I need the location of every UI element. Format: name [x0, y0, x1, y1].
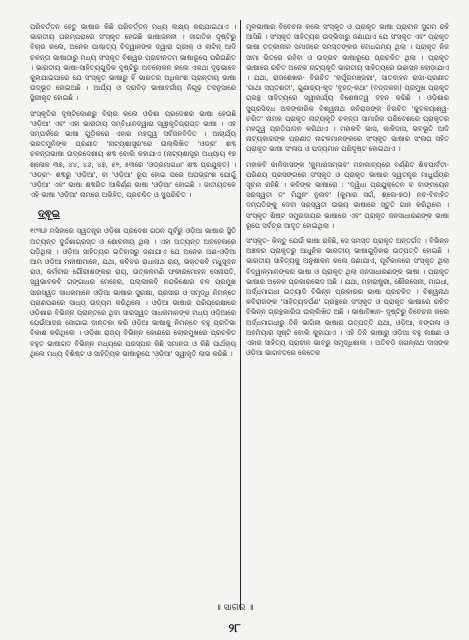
left-paragraph-1: ପରିବର୍ତ୍ତନ ହେତୁ ଭାଷାର କିଛି ପରିବର୍ତ୍ତନ ମଧ୍ୟ ଲକ୍ଷ୍ୟ କରାଯାଇଥାଏ । ଭାରତୀୟ ପରମ୍ପରାରେ ସଂସ୍କୃତ ହେଉଛି ଭାଷାଜନନୀ । ଜାଗତିକ ଦୃଷ୍ଟିରୁ ବିଚାର କଲେ, ଅନେକ ପାଶ୍ଚାତ୍ୟ ବିଦ୍ୱାନଙ୍କ ଦ୍ୱାରା ଗ୍ରୀକ୍ ଓ ଲାଟିନ୍ ଆଦି ଚଳନ୍ତା ଭାଷାଠାରୁ ମଧ୍ୟ ସଂସ୍କୃତ ବିଶ୍ୱର ପ୍ରାଚୀନତମ ଭାଷାରୂପେ ପରିଗଣିତ । ଭାରତୀୟ ଭାଷା-ସାହିତ୍ୟଗୁଡ଼ିକ ଦୃଷ୍ଟିରୁ ଅବଲୋକନ କଲେ ଏକଥା ଦୃଢ଼ଭାବେ କୁହାଯାଇପାରେ ଯେ ସଂସ୍କୃତ ଭାଷାରୁ ହିଁ ଭାରତର ଅଧିକାଂଶ ପ୍ରାନ୍ତୀୟ ଭାଷା ଉଦ୍ଭୂତ ହୋଇଅଛି । ଆର୍ଯ୍ୟ ଓ ଦ୍ରାବିଡ଼ ଭାଷାବର୍ଗୀୟ ନିଗୂଢ଼ ତଦନୁସାରେ ସ୍ଥିରୀକୃତ ହୋଇଛି ।	[30, 23, 236, 103]
right-paragraph-1: ମୂଳଭାଷାର ବିବେଚନା କଲେ ସଂସ୍କୃତ ଓ ପ୍ରାକୃତ ଭାଷା ପ୍ରାଚୀନ ସୁଗମ ରହି ଆସିଛି । ସଂସ୍କୃତ ସାହିତ୍ୟର ଉଦ୍ଭିଦାରୁ ଜଣାଯାଏ ଯେ ସଂସ୍କୃତ ଏବଂ ପ୍ରାକୃତ ଭାଷା ତତ୍କାଳୀନ ସମାଜରେ ସମସ୍ତଙ୍କର ବୋଧଗମ୍ୟ ଥିଲା । ପ୍ରାକୃତ ନିଜ ସୀମା ଭିତରେ ରହିବା ଓ ଉଦ୍ଭବ ଭାଷାରୂପେ ପ୍ରଚଳିତ ଥିଲା । ପ୍ରାକୃତ ଭାଷାରେ ରଚିତ ଅନେକ ନାଟ୍ୟକୃତି ଭାରତୀୟ ସାହିତ୍ୟରେ ଉଚ୍ଚାସନ ଲୋଡ଼ାଯାଏ । ଯଥା, ରାଜଶେଖର- ବିରଚିତ 'କର୍ପୂରମଞ୍ଜରୀ', ସାତବାହନ ରାଜା-ପ୍ରଣୀତ 'ଗାଥା ସପ୍ତଶତୀ', ଗୁଣାଢ୍ୟ-କୃତ 'ବୃହତ୍-କଥା' (ବଡ୍ଡକହା) ପ୍ରମୁଖ ପ୍ରାକୃତ ଗ୍ରନ୍ଥ ସାହିତ୍ୟରେ ସ୍ୱୀକାର୍ଯ୍ୟ ବିଶେଷତ୍ୱ ବହନ କରିଛି । ଓଡ଼ିଶାର ସୁପ୍ରସିଦ୍ଧ ଅଳଙ୍କାରିକ ବିଶ୍ୱନାଥ କବିରାଜଙ୍କ ବିରଚିତ 'କୁବଳୟାଶ୍ୱ- ଚରିତ' ନାମକ ପ୍ରାକୃତ ନାଟ୍ୟକୃତି ଚଳନ୍ତା ସାମାଜିକ ପରିବେଶରେ ପ୍ରାକୃତର ମହତ୍ତ୍ୱ ପ୍ରତିପାଦନ କରିଥାଏ । ମହାକବି ଭାସ, କାଳିଦାସ, ଭବଭୂତି ଆଦି ନାଟ୍ୟକାରଙ୍କ ପ୍ରଣୀତ ନାଟକମାନଙ୍କରେ ସଂସ୍କୃତ ଭାଷାର ସଂଳାପ ସହିତ ପ୍ରାକୃତ ଭାଷା ସଂଳାପ ଓ ପଦ୍ୟମାନ ପରିଦୃଷ୍ଟ ହୋଇଥାଏ ।	[246, 23, 449, 154]
section-heading: ଦ୍ଵୂଇ	[38, 209, 60, 221]
right-paragraph-2: ମହାକବି କାଳିଦାସଙ୍କ 'କୁମାରସମ୍ଭବ' ମହାକାବ୍ୟରେ ବର୍ଣ୍ଣିତ ଶିବପାର୍ବତୀ- ପରିଣୟ ପ୍ରସଙ୍ଗରେ ସଂସ୍କୃତ ଓ ପ୍ରାକୃତ ଭାଷାର ସ୍ୱତନ୍ତ୍ର ମାଧୁର୍ଯ୍ୟର ସୂଚନା ରହିଛି । କବିଙ୍କ ଭାଷାରେ : 'ଦ୍ୱିଧା ପ୍ରଯୁକ୍ତେନ ଚ ବାଙ୍ମୟେନ ସରସ୍ୱତୀ ତଂ ମିଥୁନଂ ନୁନାବ' (କୁମାର ସର୍ଗ, ଶ୍ଳୋ-୭୦) ନବ-ବିବାହିତ ଦମ୍ପତିଙ୍କୁ ଦେବୀ ସରସ୍ୱତୀ ଉଭୟ ଭାଷାରେ ସ୍ତୁତି ଗାନ କରିଥିଲେ । ସଂସ୍କୃତ ଶିଷ୍ଟ ସମ୍ପ୍ରଦାୟର ଭାଷାରେ ଏବଂ ପ୍ରାକୃତ ଜନସାଧାରଣଙ୍କ ଭାଷା ରୂପେ ସର୍ବତ୍ର ଆଦୃତ ହୋଇଥିଲା ।	[246, 160, 449, 230]
left-paragraph-2: ସଂସ୍କୃତିର ଦୃଷ୍ଟିକୋଣରୁ ବିଚାର କଲେ ଓଡ଼ିଶା ପ୍ରଦେଶର ଭାଷା ହେଉଛି 'ଓଡ଼ିଆ' ଏବଂ ଏହା ଭାରତୀୟ ସମ୍ବିଧାନଦ୍ୱାରା ସ୍ୱୀକୃତିପ୍ରାପ୍ତ ଭାଷା । ଏହ ସମ୍ପର୍କରେ ଭାଷା ଗୁଡ଼ିକରେ ଏହାର ମହତ୍ତ୍ୱ ସର୍ବଜନବିଦିତ । ଆଚାର୍ଯ୍ୟ ଭରତମୁନିଙ୍କ ପ୍ରଣୀତ 'ନାଟ୍ୟଶାସ୍ତ୍ର'ରେ ଉଲ୍ଲିଖିତ 'ଓଡ୍ର' ଶବ୍ଦ ଚଳନ୍ତାଭାଷା ଉଦ୍ରଦେଶୀୟ ଶବ୍ଦ ବୋଲି କହାଯାଏ (ନାଟ୍ୟଶାସ୍ତ୍ର ଅଧ୍ୟାୟ ୧୭ ଶ୍ଳୋକ ୩୭, ୪୪, ୪୬, ୪୭, ୫୨, ୫୩ରେ 'ଓଡ୍ରମାଗଧୀ' ଶବ୍ଦ ପ୍ରଯୁକ୍ତ) । 'ଓଡ୍ର'- ଶବ୍ଦରୁ 'ଓଡ଼ିଆ', ବା 'ଓଡ଼ିଆ' ରୂପ ହୋଇ ପରେ ଅପଭ୍ରଂଶ ଯୋଗୁଁ 'ଓଡ଼ିଆ' ଏବଂ ଭାଷା ଶବ୍ଦରିତ ଆକିର୍ଣ୍ଣ ଭାଷା 'ଓଡ଼ିଆ' ହୋଇଛି । ଜାତୀୟତଳେ ଏହି ଭାଷା 'ଓଡ଼ିଆ' ନାମରେ ଅଭିହିତ, ପ୍ରଚଳିତ ଓ ସୁପରିଚିତ ।	[30, 109, 236, 200]
right-column	[246, 22, 449, 359]
page-number: ୨୮	[228, 621, 241, 635]
left-paragraph-3: ୧୯୩୬ ମସିହାରେ ସ୍ୱତନ୍ତ୍ର ଓଡ଼ିଶା ପ୍ରଦେଶ ଗଠନ ପୂର୍ବରୁ ଓଡ଼ିଆ ଭାଷାର ସ୍ଥିତି ଅତ୍ୟନ୍ତ ଦୁର୍ଦ୍ଦଶାଗ୍ରସ୍ତ ଓ ଶୋଚନୀୟ ଥିଲା । ଏହା ଅତ୍ୟନ୍ତ ଅବହେଳାରେ ପଡ଼ିଥିଲା । ଓଡ଼ିଆ ସାହିତ୍ୟର ଇତିହାସରୁ ଜଣାଯାଏ ଯେ ଅନେକ ଅଣ-ଓଡ଼ିଆ ଆମ ଓଡ଼ିଆ ମନୀଷୀମାନେ, ଯଥା, କବିବର ରାଧାନାଥ ରାୟ, ଭକ୍ତକବି ମଧୁସୂଦନ ରାଓ, କର୍ମବୀର ଗୌରୀଶଙ୍କର ରାୟ, ଉତ୍କଳମଣି ଫକୀରମୋହନ ସେନାପତି, ସ୍ୱଭାବକବି ଗଙ୍ଗାଧର ମେହେର, ପଲ୍ଲୀକବି ନନ୍ଦକିଶୋର ବଳ ପ୍ରମୁଖ ସାରସ୍ୱତ ସାଧକମାନେ ଓଡ଼ିଆ ଭାଷାର ସୁରକ୍ଷା, ପ୍ରସାର ଓ ସମୃଦ୍ଧି ନିମନ୍ତେ ପ୍ରାଣପଣରେ ସାଧ୍ୟ ଉଦ୍ୟମ କରିଥିଲେ । ଓଡ଼ିଆ ଭାଷାର ପରିପ୍ରେକ୍ଷୀରେ ଓଡ଼ିଶାର ବିଭିନ୍ନ ପ୍ରାନ୍ତରେ ଥିବା ସାରସ୍ୱତ ସାଧକମାନଙ୍କ ମଧ୍ୟ ଓଡ଼ିଆରେ ଯେଉଁଆଦର ଜୋଗାଇ ଦାନ୍ତକା କରି ଓଡ଼ିଆ ଭାଷାକୁ ନିମନ୍ତେ ବହୁ ପ୍ରତିଭା ବିକାଶ କରିଥିଲେ । ଓଡ଼ିଶା ରାଜ୍ୟ ବିଭିନ୍ନ କୋଣରେ ଲୋକମୁଖରେ ପ୍ରଚଳିତ ବହୁତ ଭାଷାଗତ ବିଭିନ୍ନ ମଧ୍ୟରେ ପରସ୍ପର କିଛି ସମାନତା ଓ କିଛି ପାର୍ଥକ୍ୟ ଥିଲେ ମଧ୍ୟ ବିଶିଷ୍ଟ ଓ ସାହିତ୍ୟିକ ଭାଷାରୂପେ 'ଓଡ଼ିଆ' ସ୍ୱୀକୃତି ଲାଭ କରିଛି ।	[30, 227, 236, 358]
magazine-name: ॥ ସାଗର ॥	[215, 603, 254, 613]
left-column	[30, 22, 236, 359]
right-paragraph-3: ସଂସ୍କୃତ- କିନ୍ତୁ ଯେଉଁ ଭାଷା ରହିଛି, ସେ ସମସ୍ତ ପ୍ରାକୃତ ଅନ୍ତର୍ଗତ । ବିଭିନ୍ନ ଅଞ୍ଚଳର ପ୍ରାକୃତରୁ ଆଧୁନିକ ଭାରତୀୟ ଭାଷାଗୁଡ଼ିକର ଉତ୍ପତ୍ତି ହୋଇଛି । ଭାରତୀୟ ସାହିତ୍ୟକୁ ଅନୁଶୀଳନ କଲେ ଜଣାଯାଏ, ପୂର୍ବକାଳରେ ସଂସ୍କୃତ ଥିଲା ବିଦ୍ୱାନ୍‌ମାନଙ୍କର ଭାଷା ଓ ପ୍ରାକୃତ ଥିଲା ଜନସାଧାରଣଙ୍କ ଭାଷା । ପ୍ରାକୃତ ଭାଷାର ଅନେକ ପ୍ରକାରଭେଦ ଅଛି । ଯଥା, ମହାରାଷ୍ଟ୍ରୀ, ଶୌରସେନୀ, ମାଗଧୀ, ଅର୍ଦ୍ଧମାଗଧୀ ଇତ୍ୟାଦି ବିଭିନ୍ନ ପ୍ରକାରର ଭାଷା ପ୍ରଚଳିତ । ବିଶ୍ୱନାଥ କବିରାଜଙ୍କ 'ସାହିତ୍ୟଦର୍ପଣ' ଗ୍ରନ୍ଥରେ ସଂସ୍କୃତ ଓ ପ୍ରାକୃତ ଭାଷାରେ ରଚିତ ବିଭିନ୍ନ ଗ୍ରନ୍ଥକାରିତା ଉଲ୍ଲିଖିତ ଅଛି । ଭାଷାବିଜ୍ଞାନ- ଦୃଷ୍ଟିରୁ ବିବେଚନା କଲେ ଅର୍ଦ୍ଧମାଗଧୀରୁ ତିନି ଭାଗିନୀ ଭାଷାର ଉତ୍ପତ୍ତି ଯଥା, ଓଡ଼ିଆ, ବଙ୍ଗଳା ଓ ଅହମିୟାର ସୃଷ୍ଟି ବୋଲି କୁହାଯାଏ । ଏହି ତିନି ଭାଷାରୁ ଓଡ଼ିଆ ବହୁ ଲକ୍ଷଣ ଓ ଏହାର ସାହିତ୍ୟ ପ୍ରାଚୀନ ଭାବରୁ ସମୃଦ୍ଧିଶାଳୀ । ଅତିବଡ଼ି ଜଗନ୍ନାଥ ଦାସଙ୍କ ଓଡ଼ିଆ ଭାଗବତରେ କେତେକ	[246, 237, 449, 358]
page-footer	[0, 603, 469, 636]
column-divider	[240, 20, 241, 610]
